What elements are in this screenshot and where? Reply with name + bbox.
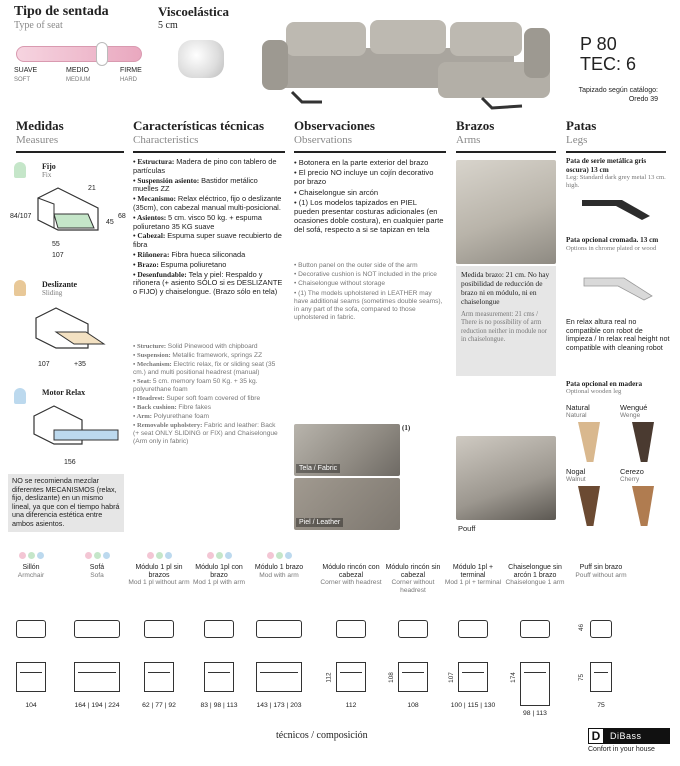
hero-sofa-image xyxy=(262,10,556,114)
mechanism-warning: NO se recomienda mezclar diferentes MECANISMOS (relax, fijo, deslizante) en un mismo lineal, ya que con el tiempo habrá una diferencia estética entre ambos asientos. xyxy=(8,474,124,532)
wood-leg-swatch xyxy=(632,486,654,526)
spec-item: • Mechanism: Electric relax, fix or sliding seat (35 cm.) and multi positional headrest (manual) xyxy=(133,361,276,376)
module-item: Módulo 1 pl sin brazos Mod 1 pl without arm 62 | 77 | 92 xyxy=(128,552,190,722)
brand-logo: D DiBass xyxy=(588,728,670,744)
module-item: Módulo 1pl con brazo Mod 1 pl with arm 83 | 98 | 113 xyxy=(188,552,250,722)
observation-item: • Chaiselongue without storage xyxy=(294,280,386,288)
observations-header: Observaciones Observations xyxy=(294,118,375,146)
level-hard: FIRME HARD xyxy=(120,67,142,83)
firmness-bar xyxy=(16,46,142,62)
observations-es xyxy=(294,158,444,236)
level-medium: MEDIO MEDIUM xyxy=(66,67,91,83)
brand-tagline: Confort in your house xyxy=(588,746,655,753)
mechanism-dots xyxy=(0,552,62,562)
module-dims: 108 xyxy=(407,702,419,709)
module-dims: 164 | 194 | 224 xyxy=(74,702,120,709)
observation-item: • Botonera en la parte exterior del brazo xyxy=(294,158,429,167)
relax-note: En relax altura real no compatible con robot de limpieza / In relax real height not compatible with cleaning robot xyxy=(566,317,670,352)
observation-item: • Chaiselongue sin arcón xyxy=(294,187,379,197)
module-front-view xyxy=(16,620,46,638)
leather-label: Piel / Leather xyxy=(296,518,343,527)
wood-option: Cerezo Cherry xyxy=(620,468,670,530)
seat-title: Tipo de sentada xyxy=(14,4,109,19)
spec-item: • Suspension: Metallic framework, springs ZZ xyxy=(133,352,263,359)
module-top-view xyxy=(16,662,46,692)
foam-title: Viscoelástica xyxy=(158,4,229,19)
foam-section xyxy=(158,4,248,84)
arms-text-es: Medida brazo: 21 cm. No hay posibilidad de reducción de brazo ni en módulo, ni en chaiselongue xyxy=(461,270,550,306)
module-side-dim: 107 xyxy=(447,672,455,683)
characteristics-es xyxy=(133,158,283,298)
module-item: Sofá Sofa 164 | 194 | 224 xyxy=(66,552,128,722)
mechanism-dots xyxy=(188,552,250,562)
module-front-view xyxy=(458,620,488,638)
observation-item: • Decorative cushion is NOT included in the price xyxy=(294,271,437,279)
module-front-view xyxy=(256,620,302,638)
legs-header: Patas Legs xyxy=(566,118,597,146)
spec-item: • Mecanismo: Relax eléctrico, fijo o deslizante (35cm), con cabezal manual multi-posicional. xyxy=(133,194,282,212)
observation-item: • (1) The models upholstered in LEATHER may have additional seams (sometimes double seams), in any part of the sofa, compared to those upholstered in fabric. xyxy=(294,289,443,322)
module-dims: 112 xyxy=(345,702,357,709)
fijo-sublabel: Fix xyxy=(42,171,52,179)
spec-item: • Cabezal: Espuma super suave recubierto de fibra xyxy=(133,231,282,250)
motor-diagram xyxy=(26,404,122,454)
spec-item: • Headrest: Super soft foam covered of fibre xyxy=(133,395,261,402)
module-front-view xyxy=(74,620,120,638)
fabric-label: Tela / Fabric xyxy=(296,464,340,473)
spec-item: • Riñonera: Fibra hueca siliconada xyxy=(133,249,246,259)
module-dims: 143 | 173 | 203 xyxy=(256,702,302,709)
pouf-photo xyxy=(456,436,556,520)
deslizante-block: Deslizante Sliding 107 +35 xyxy=(10,278,126,374)
module-top-view xyxy=(520,662,550,706)
wood-option: Wengué Wenge xyxy=(620,404,670,466)
mechanism-dots xyxy=(248,552,310,562)
module-top-view xyxy=(590,662,612,692)
arms-text-en: Arm measurement: 21 cms / There is no possibility of arm reduction neither in module nor in chaiselongue. xyxy=(461,311,548,344)
wood-leg-swatch xyxy=(578,486,600,526)
product-code xyxy=(580,34,636,74)
spec-item: • Brazo: Espuma poliuretano xyxy=(133,259,227,269)
spec-item: • Asientos: 5 cm. visco 50 kg. + espuma poliuretano 35 KG suave xyxy=(133,212,262,231)
arms-header: Brazos Arms xyxy=(456,118,495,146)
module-side-dim: 108 xyxy=(387,672,395,683)
spec-item: • Seat: 5 cm. memory foam 50 Kg. + 35 kg. polyurethane foam xyxy=(133,378,258,393)
footer-text: técnicos / composición xyxy=(276,730,368,741)
module-item: Módulo rincón con cabezal Corner with headrest 112 112 xyxy=(320,564,382,709)
level-soft: SUAVE SOFT xyxy=(14,67,38,83)
seat-subtitle: Type of seat xyxy=(14,20,63,31)
module-front-view xyxy=(590,620,612,638)
observation-item: • El precio NO incluye un cojín decorativo por brazo xyxy=(294,168,434,187)
module-front-view xyxy=(398,620,428,638)
module-height-dim: 46 xyxy=(578,623,586,632)
module-top-view xyxy=(458,662,488,692)
module-dims: 62 | 77 | 92 xyxy=(142,702,176,709)
module-top-view xyxy=(144,662,174,692)
leg-serie: Pata de serie metálica gris oscura) 13 cm Leg: Standard dark grey metal 13 cm. high. xyxy=(566,157,666,190)
spec-item: • Removable upholstery: Fabric and leather: Back (+ seat ONLY SLIDING or FIX) and Chaiselongue (Arm only in fabric) xyxy=(133,422,278,445)
wood-options xyxy=(566,404,670,534)
leg-serie-image xyxy=(578,194,658,222)
observations-en xyxy=(294,262,444,323)
module-dims: 83 | 98 | 113 xyxy=(200,702,238,709)
module-front-view xyxy=(144,620,174,638)
photo-note: (1) xyxy=(402,424,411,432)
module-item: Puff sin brazo Pouff without arm 75 75 46 xyxy=(570,552,632,722)
module-front-view xyxy=(520,620,550,638)
module-top-view xyxy=(256,662,302,692)
firmness-marker xyxy=(96,42,108,66)
spec-item: • Structure: Solid Pinewood with chipboard xyxy=(133,343,258,350)
deslizante-diagram xyxy=(28,304,108,358)
module-item: Módulo rincón sin cabezal Corner without headrest 108 108 xyxy=(382,552,444,722)
module-dims: 98 | 113 xyxy=(523,710,547,717)
fijo-label: Fijo xyxy=(42,162,56,171)
foam-size: 5 cm xyxy=(158,20,178,31)
spec-item: • Suspensión asiento: Bastidor metálico muelles ZZ xyxy=(133,175,258,194)
module-item: Módulo 1 brazo Mod with arm 143 | 173 | 203 xyxy=(248,552,310,722)
tec: TEC: 6 xyxy=(580,54,637,74)
module-top-view xyxy=(336,662,366,692)
foam-image xyxy=(178,40,224,78)
leg-chrome: Pata opcional cromada. 13 cm Options in chrome plated or wood xyxy=(566,236,659,252)
module-item: Chaiselongue sin arcón 1 brazo Chaiselongue 1 arm 98 | 113 174 xyxy=(505,564,565,717)
modules-strip xyxy=(8,552,672,724)
leg-chrome-image xyxy=(580,274,660,304)
module-side-dim: 174 xyxy=(509,672,517,683)
wood-option: Nogal Walnut xyxy=(566,468,616,530)
observation-item: • (1) Los modelos tapizados en PIEL pueden presentar costuras adicionales (en ocasiones doble costura), en cualquier parte del sofá, respecto a si se tapizan en tela xyxy=(294,197,444,235)
spec-item: • Estructura: Madera de pino con tablero de partículas xyxy=(133,157,277,175)
wood-option: Natural Natural xyxy=(566,404,616,466)
pouf-label: Pouff xyxy=(458,524,476,533)
motor-block: Motor Relax 156 xyxy=(10,386,126,470)
arm-photo xyxy=(456,160,556,264)
module-front-view xyxy=(336,620,366,638)
spec-item: • Arm: Polyurethane foam xyxy=(133,413,209,420)
module-top-view xyxy=(204,662,234,692)
characteristics-header: Características técnicas Characteristics xyxy=(133,118,265,146)
module-side-dim: 75 xyxy=(578,673,586,682)
module-dims: 75 xyxy=(597,702,605,709)
seat-section xyxy=(14,4,154,84)
fijo-block: Fijo Fix 21 84/107 45 68 55 107 xyxy=(10,162,126,259)
spec-item: • Desenfundable: Tela y piel: Respaldo y riñonera (+ asiento SÓLO si es DESLIZANTE o FIJO) y chaiselongue. (Brazo sólo en tela) xyxy=(133,269,283,297)
characteristics-en xyxy=(133,343,283,447)
mechanism-dots xyxy=(66,552,128,562)
mechanism-dots xyxy=(128,552,190,562)
person-icon xyxy=(14,388,26,404)
module-top-view xyxy=(74,662,120,692)
arms-box xyxy=(456,266,556,376)
module-item: Sillón Armchair 104 xyxy=(0,552,62,722)
person-icon xyxy=(14,162,26,178)
observation-item: • Button panel on the outer side of the arm xyxy=(294,262,418,269)
module-top-view xyxy=(398,662,428,692)
fijo-diagram xyxy=(28,184,108,240)
upholstery-note: Tapizado según catálogo: Oredo 39 xyxy=(578,87,658,103)
module-front-view xyxy=(204,620,234,638)
module-dims: 104 xyxy=(25,702,37,709)
measures-header: Medidas Measures xyxy=(16,118,64,146)
spec-item: • Back cushion: Fibre fakes xyxy=(133,404,211,411)
code: P 80 xyxy=(580,34,617,54)
module-item: Módulo 1pl + terminal Mod 1 pl + terminal 100 | 115 | 130 107 xyxy=(442,552,504,722)
wood-header: Pata opcional en madera Optional wooden leg xyxy=(566,380,643,395)
wood-leg-swatch xyxy=(578,422,600,462)
wood-leg-swatch xyxy=(632,422,654,462)
module-dims: 100 | 115 | 130 xyxy=(450,702,496,709)
module-side-dim: 112 xyxy=(325,672,333,683)
person-icon xyxy=(14,280,26,296)
